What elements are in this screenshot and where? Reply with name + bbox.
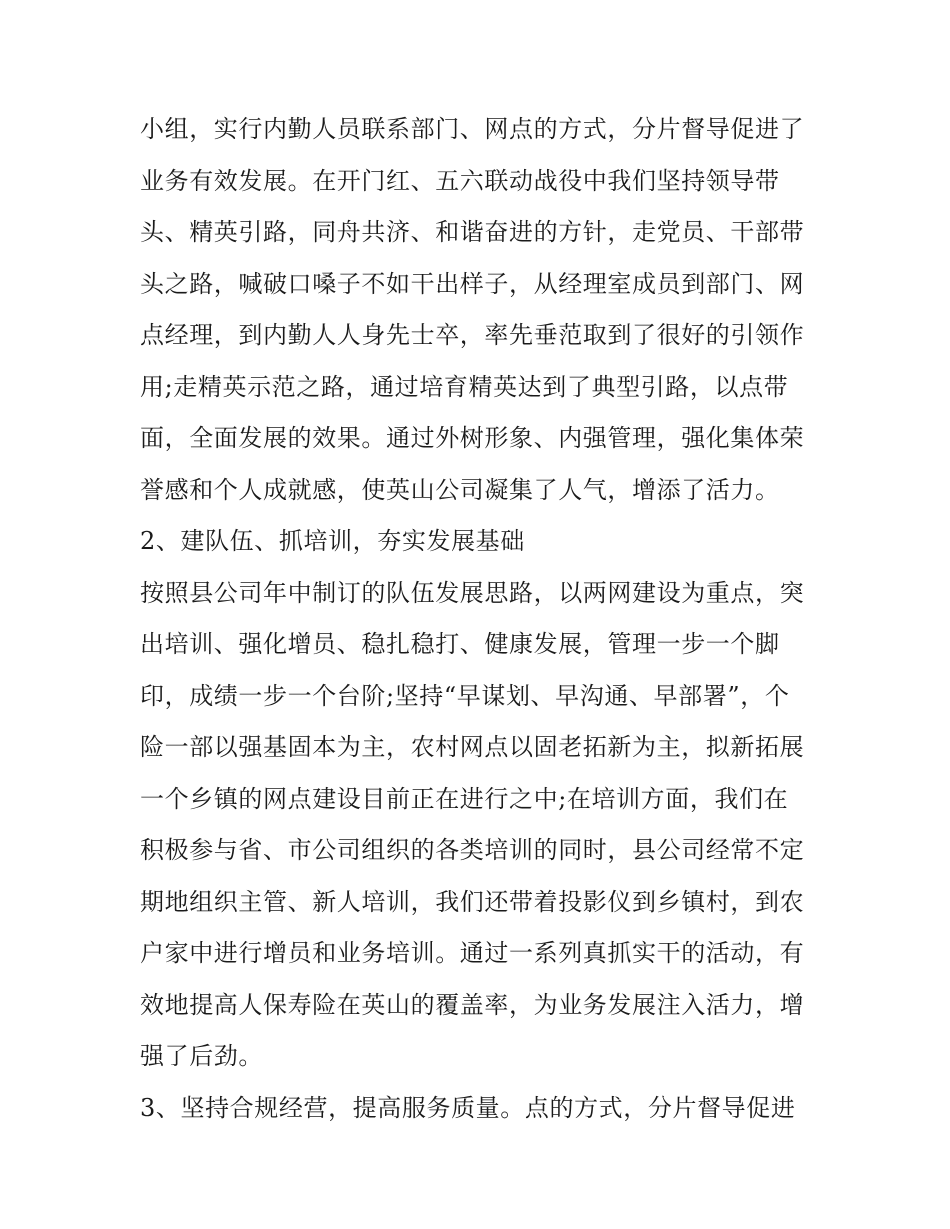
text-line: 头、精英引路，同舟共济、和谐奋进的方针，走党员、干部带	[140, 218, 805, 246]
text-line: 点经理，到内勤人人身先士卒，率先垂范取到了很好的引领作	[140, 321, 805, 349]
section-heading-3: 3、坚持合规经营，提高服务质量。点的方式，分片督导促进	[140, 1093, 796, 1122]
text-line: 一个乡镇的网点建设目前正在进行之中;在培训方面，我们在	[140, 784, 789, 813]
text-line: 出培训、强化增员、稳扎稳打、健康发展，管理一步一个脚	[140, 630, 780, 658]
section-heading-2: 2、建队伍、抓培训，夯实发展基础	[140, 527, 525, 555]
text-line: 用;走精英示范之路，通过培育精英达到了典型引路，以点带	[140, 372, 789, 401]
text-line: 效地提高人保寿险在英山的覆盖率，为业务发展注入活力，增	[140, 990, 805, 1019]
text-line: 面，全面发展的效果。通过外树形象、内强管理，强化集体荣	[140, 424, 805, 452]
text-line: 户家中进行增员和业务培训。通过一系列真抓实干的活动，有	[140, 939, 805, 967]
text-line: 印，成绩一步一个台阶;坚持“早谋划、早沟通、早部署”，个	[140, 681, 790, 710]
document-body	[140, 104, 830, 1134]
text-line: 强了后劲。	[140, 1042, 263, 1070]
text-line: 业务有效发展。在开门红、五六联动战役中我们坚持领导带	[140, 166, 780, 195]
text-line: 头之路，喊破口嗓子不如干出样子，从经理室成员到部门、网	[140, 269, 805, 298]
text-line: 按照县公司年中制订的队伍发展思路，以两网建设为重点，突	[140, 578, 805, 607]
text-line: 小组，实行内勤人员联系部门、网点的方式，分片督导促进了	[140, 115, 805, 143]
text-line: 险一部以强基固本为主，农村网点以固老拓新为主，拟新拓展	[140, 733, 805, 761]
text-line: 期地组织主管、新人培训，我们还带着投影仪到乡镇村，到农	[140, 887, 805, 916]
text-line: 誉感和个人成就感，使英山公司凝集了人气，增添了活力。	[140, 475, 780, 504]
text-line: 积极参与省、市公司组织的各类培训的同时，县公司经常不定	[140, 836, 805, 864]
